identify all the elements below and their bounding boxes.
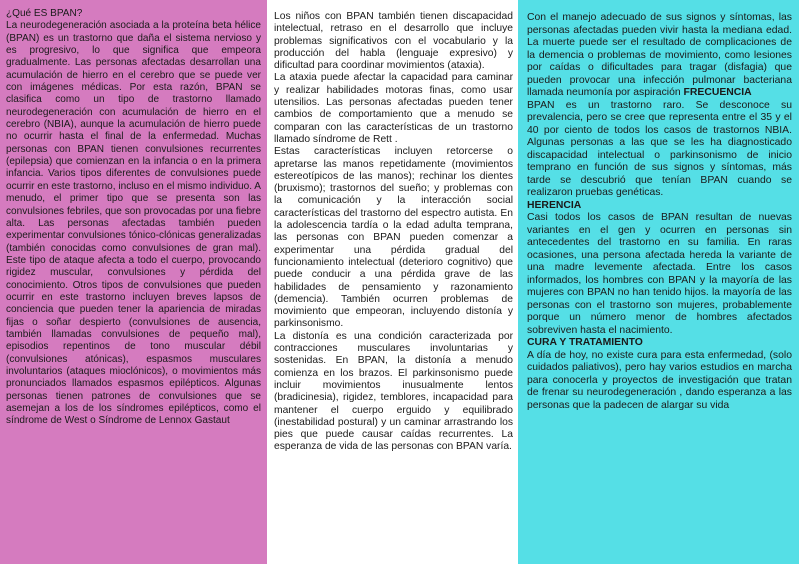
column-symptoms <box>267 0 518 564</box>
paragraph: La ataxia puede afectar la capacidad para caminar y realizar habilidades motoras finas, como usar utensilios. Las personas afectadas pueden tener cambios de comportamiento que a menudo se comparan con las características de un trastorno llamado síndrome de Rett . <box>274 72 513 145</box>
paragraph <box>527 12 792 100</box>
paragraph: La neurodegeneración asociada a la proteína beta hélice (BPAN) es un trastorno que daña el sistema nervioso y es progresivo, lo que significa que empeora gradualmente. Las personas afectadas desarrollan una acumulación de hierro en el cerebro que se puede ver con imágenes médicas. Por esta razón, BPAN se clasifica como un tipo de trastorno llamado neurodegeneración con acumulación de hierro en el cerebro (NBIA), aunque la acumulación de hierro puede no ocurrir hasta el final de la enfermedad. Muchas personas con BPAN tienen convulsiones recurrentes (epilepsia) que comienzan en la infancia o en la primera infancia. Varios tipos diferentes de convulsiones puede ocurrir en este trastorno, incluso en el mismo individuo. A menudo, el primer tipo que se presenta son las convulsiones febriles, que son provocadas por una fiebre alta. Las personas afectadas también pueden experimentar convulsiones tónico-clónicas generalizadas (también conocidas como convulsiones de gran mal). Este tipo de ataque afecta a todo el cuerpo, provocando rigidez muscular, convulsiones y pérdida del conocimiento. Otros tipos de convulsiones que pueden ocurrir en este trastorno incluyen breves lapsos de conciencia que pueden tener la apariencia de miradas fijas o soñar despierto (convulsiones de ausencia, también llamadas convulsiones de pequeño mal), episodios repentinos de tono muscular débil (convulsiones atónicas), espasmos musculares involuntarios (ataques mioclónicos), o movimientos más pronunciados llamados espasmos epilépticos. Algunas personas tienen patrones de convulsiones que se asemejan a los de los síndromes epilépticos, como el síndrome de West o Síndrome de Lennox Gastaut <box>6 20 261 427</box>
heading-frecuencia: FRECUENCIA <box>683 87 752 98</box>
column-what-is-bpan <box>0 0 267 564</box>
column-frequency-inheritance-treatment <box>518 0 799 564</box>
paragraph: BPAN es un trastorno raro. Se desconoce su prevalencia, pero se cree que representa entre el 35 y el 40 por ciento de todos los casos de trastornos NBIA. Algunas personas a las que se les ha diagnosticado discapacidad intelectual o parkinsonismo de inicio temprano en función de sus signos y síntomas, más tarde se descubrió que tenían BPAN cuando se realizaron pruebas genéticas. <box>527 99 792 198</box>
heading-herencia: HERENCIA <box>527 199 582 211</box>
paragraph: A día de hoy, no existe cura para esta enfermedad, (solo cuidados paliativos), pero hay varios estudios en marcha para conocerla y proyectos de investigación que tratan de frenar su neurodegeneración , dando esperanza a las personas que la padecen de alargar su vida <box>527 349 792 411</box>
paragraph: Los niños con BPAN también tienen discapacidad intelectual, retraso en el desarrollo que incluye problemas significativos con el vocabulario y la producción del habla (lenguaje expresivo) y dificultad para coordinar movimientos (ataxia). <box>274 11 513 72</box>
paragraph: Casi todos los casos de BPAN resultan de nuevas variantes en el gen y ocurren en personas sin antecedentes del trastorno en su familia. En raras ocasiones, una persona afectada hereda la variante de una madre levemente afectada. Entre los casos informados, los hombres con BPAN y la mayoría de las mujeres con BPAN no han tenido hijos. la mayoría de las personas con el trastorno son mujeres, probablemente porque un número menor de hombres afectados sobreviven hasta el nacimiento. <box>527 212 792 336</box>
paragraph: La distonía es una condición caracterizada por contracciones musculares involuntarias y sostenidas. En BPAN, la distonía a menudo comienza en los brazos. El parkinsonismo puede incluir movimientos inusualmente lentos (bradicinesia), rigidez, temblores, incapacidad para mantener el cuerpo erguido y equilibrado (inestabilidad postural) y un caminar arrastrando los pies que puede causar caídas recurrentes. La esperanza de vida de las personas con BPAN varía. <box>274 330 513 453</box>
paragraph-text: Con el manejo adecuado de sus signos y síntomas, las personas afectadas pueden vivir hasta la mediana edad. La muerte puede ser el resultado de complicaciones de la demencia o problemas de movimiento, como lesiones por caídas o dificultades para tragar (disfagia) que pueden provocar una infección pulmonar bacteriana llamada neumonía por aspiración <box>527 12 792 98</box>
section-title: ¿Qué ES BPAN? <box>6 8 83 19</box>
paragraph: Estas características incluyen retorcerse o apretarse las manos repetidamente (movimientos estereotípicos de las manos); rechinar los dientes (bruxismo); trastornos del sueño; y problemas con la comunicación y la interacción social características del trastorno del espectro autista. En la adolescencia tardía o la edad adulta temprana, las personas con BPAN pueden comenzar a experimentar una pérdida gradual del funcionamiento intelectual (deterioro cognitivo) que puede conducir a una pérdida grave de las habilidades de pensamiento y razonamiento (demencia). También ocurren problemas de movimiento que empeoran, incluyendo distonía y parkinsonismo. <box>274 146 513 330</box>
heading-cura-y-tratamiento: CURA Y TRATAMIENTO <box>527 337 643 348</box>
